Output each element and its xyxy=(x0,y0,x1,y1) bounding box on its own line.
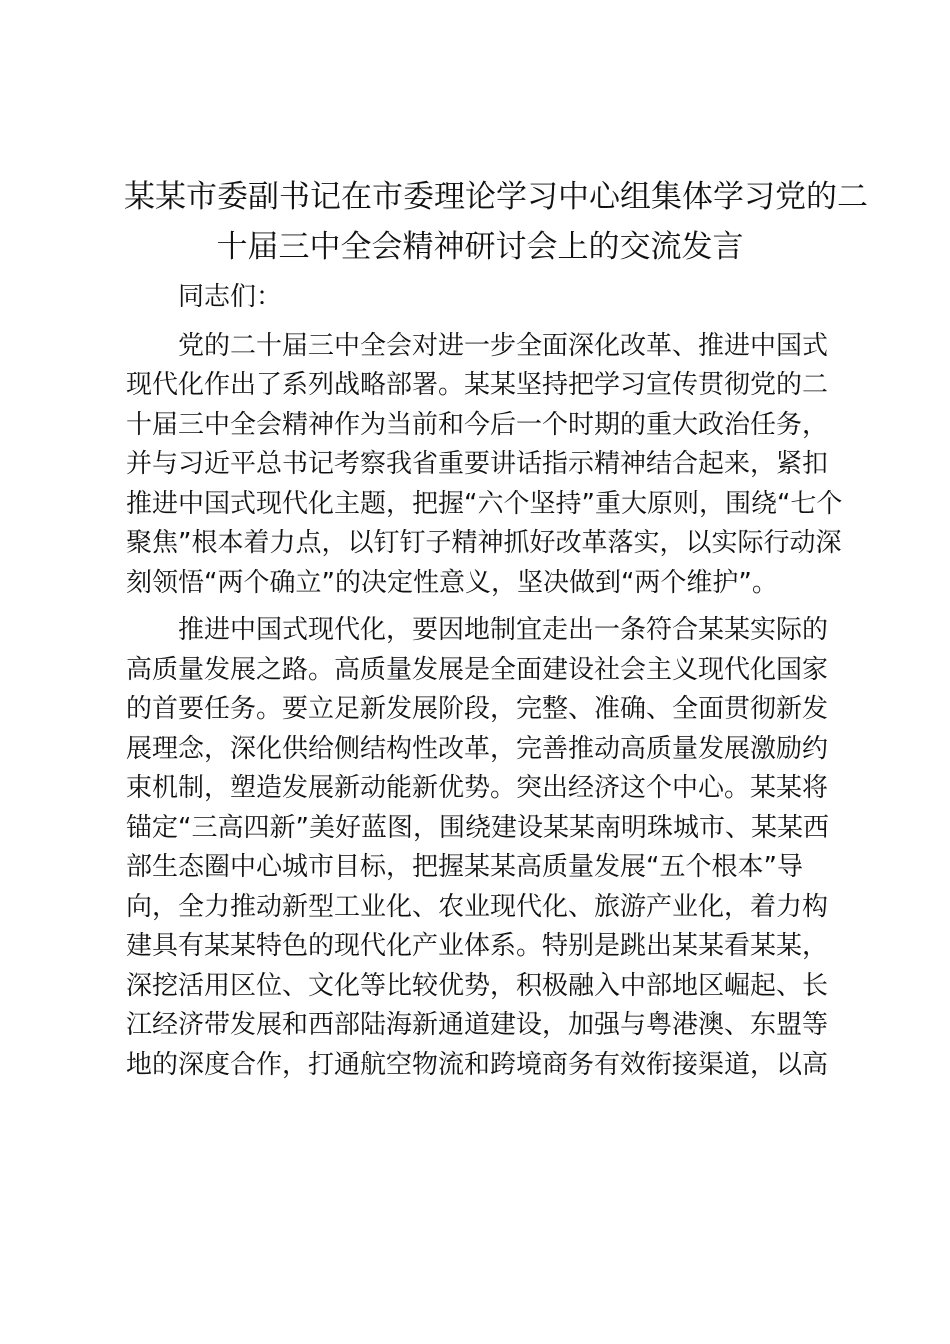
paragraph-line: 推进中国式现代化主题，把握“六个坚持”重大原则，围绕“七个 xyxy=(126,488,843,519)
paragraph-line: 的首要任务。要立足新发展阶段，完整、准确、全面贯彻新发 xyxy=(126,694,829,724)
title-line: 某某市委副书记在市委理论学习中心组集体学习党的二 xyxy=(124,179,868,215)
paragraph-line: 并与习近平总书记考察我省重要讲话指示精神结合起来，紧扣 xyxy=(126,449,829,479)
paragraph-line: 深挖活用区位、文化等比较优势，积极融入中部地区崛起、长 xyxy=(126,970,829,1001)
paragraph-line: 推进中国式现代化，要因地制宜走出一条符合某某实际的 xyxy=(178,615,829,645)
paragraph-line: 刻领悟“两个确立”的决定性意义，坚决做到“两个维护”。 xyxy=(126,567,778,598)
paragraph-line: 聚焦”根本着力点，以钉钉子精神抓好改革落实，以实际行动深 xyxy=(126,528,842,558)
document-title xyxy=(124,172,868,272)
title-line: 十届三中全会精神研讨会上的交流发言 xyxy=(216,229,744,265)
paragraph-line: 高质量发展之路。高质量发展是全面建设社会主义现代化国家 xyxy=(126,654,829,685)
paragraph-line: 束机制，塑造发展新动能新优势。突出经济这个中心。某某将 xyxy=(126,773,829,803)
paragraph-line: 十届三中全会精神作为当前和今后一个时期的重大政治任务， xyxy=(126,409,829,440)
paragraph-line: 建具有某某特色的现代化产业体系。特别是跳出某某看某某， xyxy=(126,931,829,961)
paragraph-line: 部生态圈中心城市目标，把握某某高质量发展“五个根本”导 xyxy=(126,852,803,882)
paragraph-line: 锚定“三高四新”美好蓝图，围绕建设某某南明珠城市、某某西 xyxy=(126,812,829,843)
salutation: 同志们： xyxy=(178,282,283,312)
paragraph-line: 党的二十届三中全会对进一步全面深化改革、推进中国式 xyxy=(178,330,829,361)
paragraph-line: 向，全力推动新型工业化、农业现代化、旅游产业化，着力构 xyxy=(126,891,829,922)
document-body xyxy=(126,278,843,1093)
paragraph-2 xyxy=(126,611,836,1085)
paragraph-line: 江经济带发展和西部陆海新通道建设，加强与粤港澳、东盟等 xyxy=(126,1010,829,1040)
paragraph-line: 现代化作出了系列战略部署。某某坚持把学习宣传贯彻党的二 xyxy=(126,370,829,400)
paragraph-line: 地的深度合作，打通航空物流和跨境商务有效衔接渠道，以高 xyxy=(126,1049,829,1080)
paragraph-1 xyxy=(126,327,843,604)
paragraph-line: 展理念，深化供给侧结构性改革，完善推动高质量发展激励约 xyxy=(126,733,829,764)
